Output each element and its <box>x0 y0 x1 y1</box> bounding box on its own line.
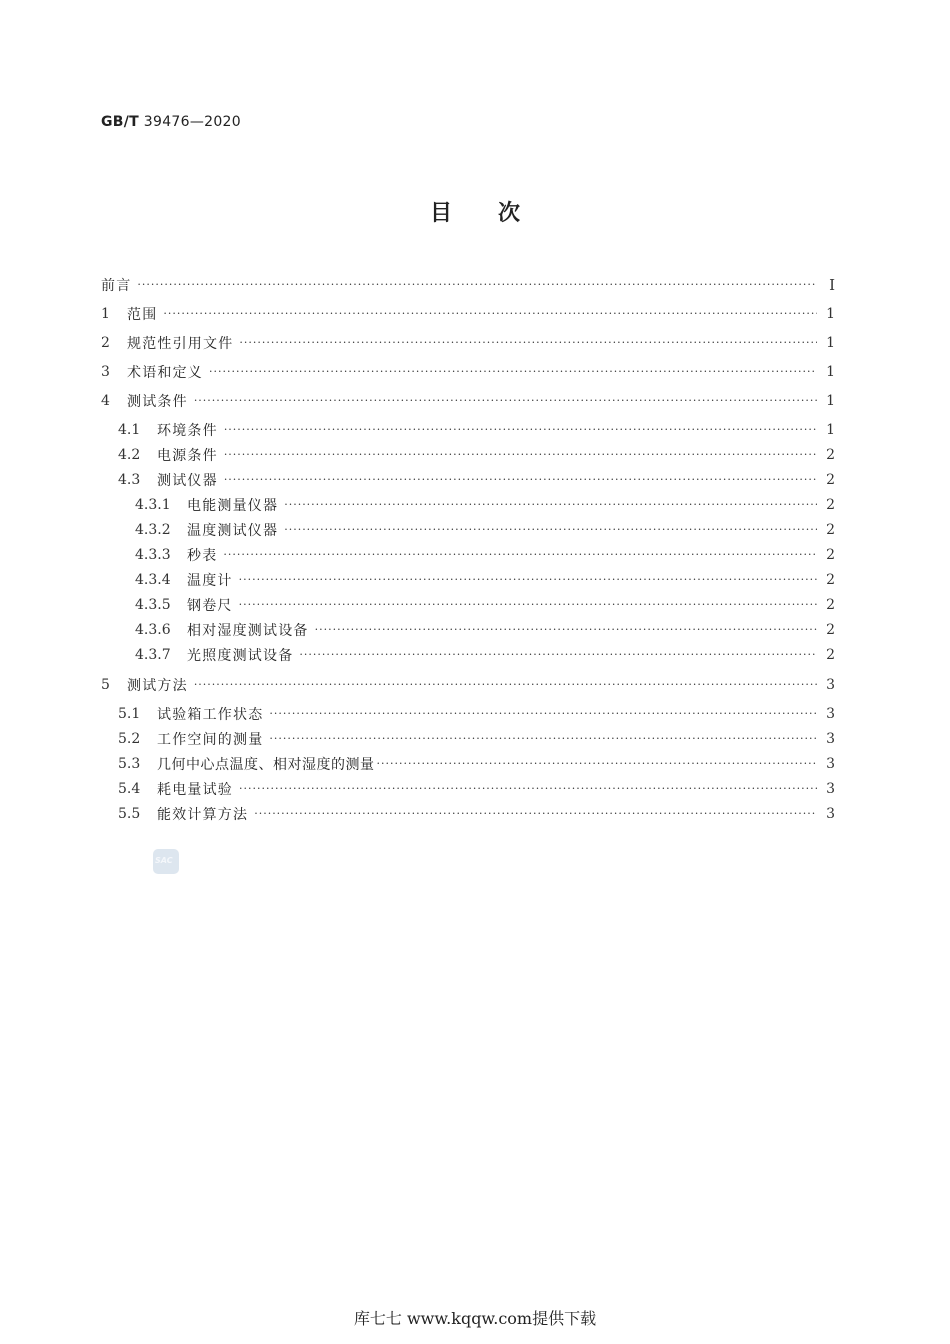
toc-entry-4-3-2[interactable] <box>135 519 835 541</box>
toc-entry-label: 测试方法 <box>127 678 188 694</box>
toc-entry-5-2[interactable] <box>118 728 835 750</box>
toc-entry-label: 工作空间的测量 <box>157 732 264 748</box>
toc-entry-label: 温度计 <box>187 573 233 589</box>
toc-entry-page: 2 <box>826 647 835 663</box>
toc-entry-3[interactable] <box>101 361 835 383</box>
toc-entry-4-3-6[interactable] <box>135 619 835 641</box>
page-title: 目次 <box>429 201 566 226</box>
toc-entry-label: 耗电量试验 <box>157 782 233 798</box>
toc-entry-number: 5.4 <box>118 781 141 797</box>
standard-code-number: 39476—2020 <box>143 114 241 130</box>
toc-entry-2[interactable] <box>101 332 835 354</box>
toc-entry-label: 范围 <box>127 307 158 323</box>
toc-entry-page: 3 <box>826 731 835 747</box>
leader-dots <box>239 332 817 354</box>
toc-entry-page: 2 <box>826 472 835 488</box>
toc-entry-page: 2 <box>826 497 835 513</box>
toc-entry-page: 1 <box>826 364 835 380</box>
toc-entry-number: 5.2 <box>118 731 141 747</box>
toc-entry-number: 4.3.3 <box>135 547 171 563</box>
leader-dots <box>224 444 817 466</box>
leader-dots <box>377 753 818 775</box>
leader-dots <box>194 390 817 412</box>
toc-entry-page: 2 <box>826 447 835 463</box>
toc-entry-number: 5 <box>101 677 110 693</box>
toc-entry-number: 5.5 <box>118 806 141 822</box>
toc-entry-number: 4.3.1 <box>135 497 171 513</box>
toc-entry-4-3-5[interactable] <box>135 594 835 616</box>
leader-dots <box>269 703 817 725</box>
toc-entry-page: 1 <box>826 393 835 409</box>
leader-dots <box>194 674 817 696</box>
toc-entry-label: 温度测试仪器 <box>187 523 279 539</box>
toc-entry-label: 能效计算方法 <box>157 807 249 823</box>
leader-dots <box>239 594 817 616</box>
leader-dots <box>224 419 817 441</box>
toc-entry-4-3[interactable] <box>118 469 835 491</box>
toc-entry-number: 4.3.4 <box>135 572 171 588</box>
toc-entry-page: 3 <box>826 756 835 772</box>
toc-entry-4-1[interactable] <box>118 419 835 441</box>
toc-entry-page: 3 <box>826 781 835 797</box>
leader-dots <box>163 303 817 325</box>
sac-watermark-text: SAC <box>155 856 173 865</box>
toc-entry-number: 3 <box>101 364 110 380</box>
toc-entry-number: 5.3 <box>118 756 141 772</box>
toc-entry-label: 测试仪器 <box>157 473 218 489</box>
toc-entry-label: 钢卷尺 <box>187 598 233 614</box>
leader-dots <box>239 778 817 800</box>
toc-entry-4-3-4[interactable] <box>135 569 835 591</box>
toc-entry-label: 电能测量仪器 <box>187 498 279 514</box>
toc-entry-page: 2 <box>826 522 835 538</box>
toc-entry-number: 1 <box>101 306 110 322</box>
toc-entry-1[interactable] <box>101 303 835 325</box>
leader-dots <box>223 544 817 566</box>
leader-dots <box>315 619 817 641</box>
toc-entry-number: 4.3.2 <box>135 522 171 538</box>
toc-entry-label: 术语和定义 <box>127 365 203 381</box>
toc-entry-page: 1 <box>826 335 835 351</box>
leader-dots <box>254 803 817 825</box>
toc-entry-page: 2 <box>826 547 835 563</box>
toc-entry-page: 3 <box>826 806 835 822</box>
toc-entry-page: 3 <box>826 706 835 722</box>
toc-entry-4-3-7[interactable] <box>135 644 835 666</box>
leader-dots <box>239 569 817 591</box>
toc-entry-number: 4.3.6 <box>135 622 171 638</box>
sac-watermark-logo <box>153 849 179 874</box>
toc-entry-label: 秒表 <box>187 548 218 564</box>
toc-entry-foreword[interactable] <box>101 274 835 296</box>
toc-entry-page: 3 <box>826 677 835 693</box>
toc-entry-number: 4.2 <box>118 447 141 463</box>
toc-entry-4-3-1[interactable] <box>135 494 835 516</box>
toc-entry-4-2[interactable] <box>118 444 835 466</box>
toc-entry-label: 环境条件 <box>157 423 218 439</box>
toc-entry-label: 试验箱工作状态 <box>157 707 264 723</box>
toc-entry-number: 4.3 <box>118 472 141 488</box>
toc-entry-label: 相对湿度测试设备 <box>187 623 309 639</box>
toc-entry-number: 4.3.7 <box>135 647 171 663</box>
toc-entry-label: 光照度测试设备 <box>187 648 294 664</box>
leader-dots <box>284 494 817 516</box>
toc-entry-number: 4 <box>101 393 110 409</box>
toc-entry-page: 1 <box>826 422 835 438</box>
toc-entry-label: 测试条件 <box>127 394 188 410</box>
toc-entry-5-3[interactable] <box>118 753 835 775</box>
leader-dots <box>224 469 817 491</box>
toc-entry-page: 2 <box>826 622 835 638</box>
toc-entry-label: 电源条件 <box>157 448 218 464</box>
toc-entry-page: 2 <box>826 572 835 588</box>
toc-entry-5-4[interactable] <box>118 778 835 800</box>
leader-dots <box>269 728 817 750</box>
toc-entry-4[interactable] <box>101 390 835 412</box>
toc-entry-label: 几何中心点温度、相对湿度的测量 <box>157 757 375 773</box>
toc-entry-5-5[interactable] <box>118 803 835 825</box>
leader-dots <box>299 644 817 666</box>
toc-entry-page: 2 <box>826 597 835 613</box>
toc-entry-number: 2 <box>101 335 110 351</box>
leader-dots <box>137 274 817 296</box>
toc-entry-page: 1 <box>826 306 835 322</box>
leader-dots <box>284 519 817 541</box>
standard-code-prefix: GB/T <box>101 114 140 130</box>
leader-dots <box>209 361 817 383</box>
toc-entry-5[interactable] <box>101 674 835 696</box>
toc-entry-number: 4.1 <box>118 422 141 438</box>
footer-download-notice: 库七七 www.kqqw.com提供下载 <box>353 1309 597 1328</box>
toc-entry-4-3-3[interactable] <box>135 544 835 566</box>
toc-entry-label: 规范性引用文件 <box>127 336 234 352</box>
toc-entry-label: 前言 <box>101 278 132 294</box>
toc-entry-5-1[interactable] <box>118 703 835 725</box>
toc-entry-page: I <box>829 276 835 294</box>
toc-entry-number: 5.1 <box>118 706 141 722</box>
toc-entry-number: 4.3.5 <box>135 597 171 613</box>
